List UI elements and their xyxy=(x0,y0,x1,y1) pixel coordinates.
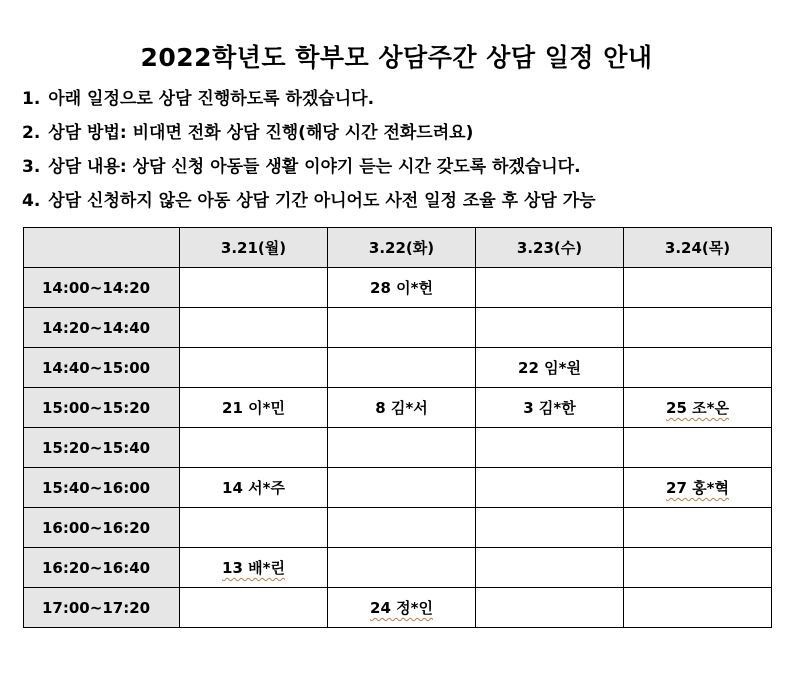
schedule-cell xyxy=(476,388,624,428)
student-entry: 3 김*한 xyxy=(523,399,576,417)
corner-cell xyxy=(24,228,180,268)
schedule-cell xyxy=(476,308,624,348)
schedule-cell xyxy=(476,428,624,468)
schedule-cell xyxy=(180,388,328,428)
schedule-cell xyxy=(476,468,624,508)
note-text: 상담 방법: 비대면 전화 상담 진행(해당 시간 전화드려요) xyxy=(48,123,474,143)
time-slot: 14:40~15:00 xyxy=(24,348,180,388)
time-slot: 17:00~17:20 xyxy=(24,588,180,628)
time-slot: 15:00~15:20 xyxy=(24,388,180,428)
day-header-mon: 3.21(월) xyxy=(180,228,328,268)
note-item-1 xyxy=(22,88,782,122)
table-row xyxy=(24,308,772,348)
schedule-cell xyxy=(180,588,328,628)
time-slot: 14:20~14:40 xyxy=(24,308,180,348)
schedule-cell xyxy=(624,388,772,428)
schedule-table xyxy=(23,227,772,628)
schedule-cell xyxy=(624,308,772,348)
student-entry: 25 조*온 xyxy=(666,399,729,417)
time-slot: 15:20~15:40 xyxy=(24,428,180,468)
table-row xyxy=(24,428,772,468)
day-header-tue: 3.22(화) xyxy=(328,228,476,268)
schedule-cell xyxy=(476,268,624,308)
schedule-cell xyxy=(328,308,476,348)
time-slot: 16:20~16:40 xyxy=(24,548,180,588)
note-text: 아래 일정으로 상담 진행하도록 하겠습니다. xyxy=(48,89,375,109)
note-text: 상담 신청하지 않은 아동 상담 기간 아니어도 사전 일정 조율 후 상담 가능 xyxy=(48,191,596,211)
note-number: 4. xyxy=(22,191,41,211)
student-entry: 24 정*인 xyxy=(370,599,433,617)
note-item-3 xyxy=(22,156,782,190)
schedule-cell xyxy=(328,468,476,508)
schedule-cell xyxy=(180,268,328,308)
table-row xyxy=(24,348,772,388)
note-item-4 xyxy=(22,190,782,224)
table-row xyxy=(24,468,772,508)
table-row xyxy=(24,268,772,308)
table-row xyxy=(24,588,772,628)
schedule-cell xyxy=(328,588,476,628)
schedule-cell xyxy=(180,428,328,468)
schedule-cell xyxy=(476,508,624,548)
schedule-cell xyxy=(328,268,476,308)
table-row xyxy=(24,548,772,588)
schedule-cell xyxy=(624,468,772,508)
student-entry: 13 배*린 xyxy=(222,559,285,577)
schedule-cell xyxy=(328,388,476,428)
table-row xyxy=(24,388,772,428)
time-slot: 16:00~16:20 xyxy=(24,508,180,548)
student-entry: 27 홍*혁 xyxy=(666,479,729,497)
table-row xyxy=(24,508,772,548)
note-number: 2. xyxy=(22,123,41,143)
schedule-cell xyxy=(328,508,476,548)
student-entry: 28 이*헌 xyxy=(370,279,433,297)
student-entry: 21 이*민 xyxy=(222,399,285,417)
schedule-cell xyxy=(624,508,772,548)
schedule-cell xyxy=(180,348,328,388)
schedule-cell xyxy=(624,268,772,308)
schedule-cell xyxy=(476,588,624,628)
day-header-thu: 3.24(목) xyxy=(624,228,772,268)
schedule-cell xyxy=(624,428,772,468)
header-row xyxy=(24,228,772,268)
student-entry: 14 서*주 xyxy=(222,479,285,497)
time-slot: 15:40~16:00 xyxy=(24,468,180,508)
schedule-cell xyxy=(624,548,772,588)
schedule-cell xyxy=(624,348,772,388)
schedule-cell xyxy=(476,548,624,588)
schedule-cell xyxy=(180,308,328,348)
day-header-wed: 3.23(수) xyxy=(476,228,624,268)
schedule-cell xyxy=(328,548,476,588)
schedule-cell xyxy=(476,348,624,388)
schedule-cell xyxy=(180,508,328,548)
note-text: 상담 내용: 상담 신청 아동들 생활 이야기 듣는 시간 갖도록 하겠습니다. xyxy=(48,157,581,177)
schedule-cell xyxy=(328,348,476,388)
time-slot: 14:00~14:20 xyxy=(24,268,180,308)
schedule-cell xyxy=(328,428,476,468)
notes-list xyxy=(22,88,782,224)
note-number: 1. xyxy=(22,89,41,109)
note-item-2 xyxy=(22,122,782,156)
document-title: 2022학년도 학부모 상담주간 상담 일정 안내 xyxy=(140,43,653,72)
schedule-cell xyxy=(624,588,772,628)
schedule-cell xyxy=(180,548,328,588)
student-entry: 8 김*서 xyxy=(375,399,428,417)
note-number: 3. xyxy=(22,157,41,177)
student-entry: 22 임*원 xyxy=(518,359,581,377)
schedule-cell xyxy=(180,468,328,508)
